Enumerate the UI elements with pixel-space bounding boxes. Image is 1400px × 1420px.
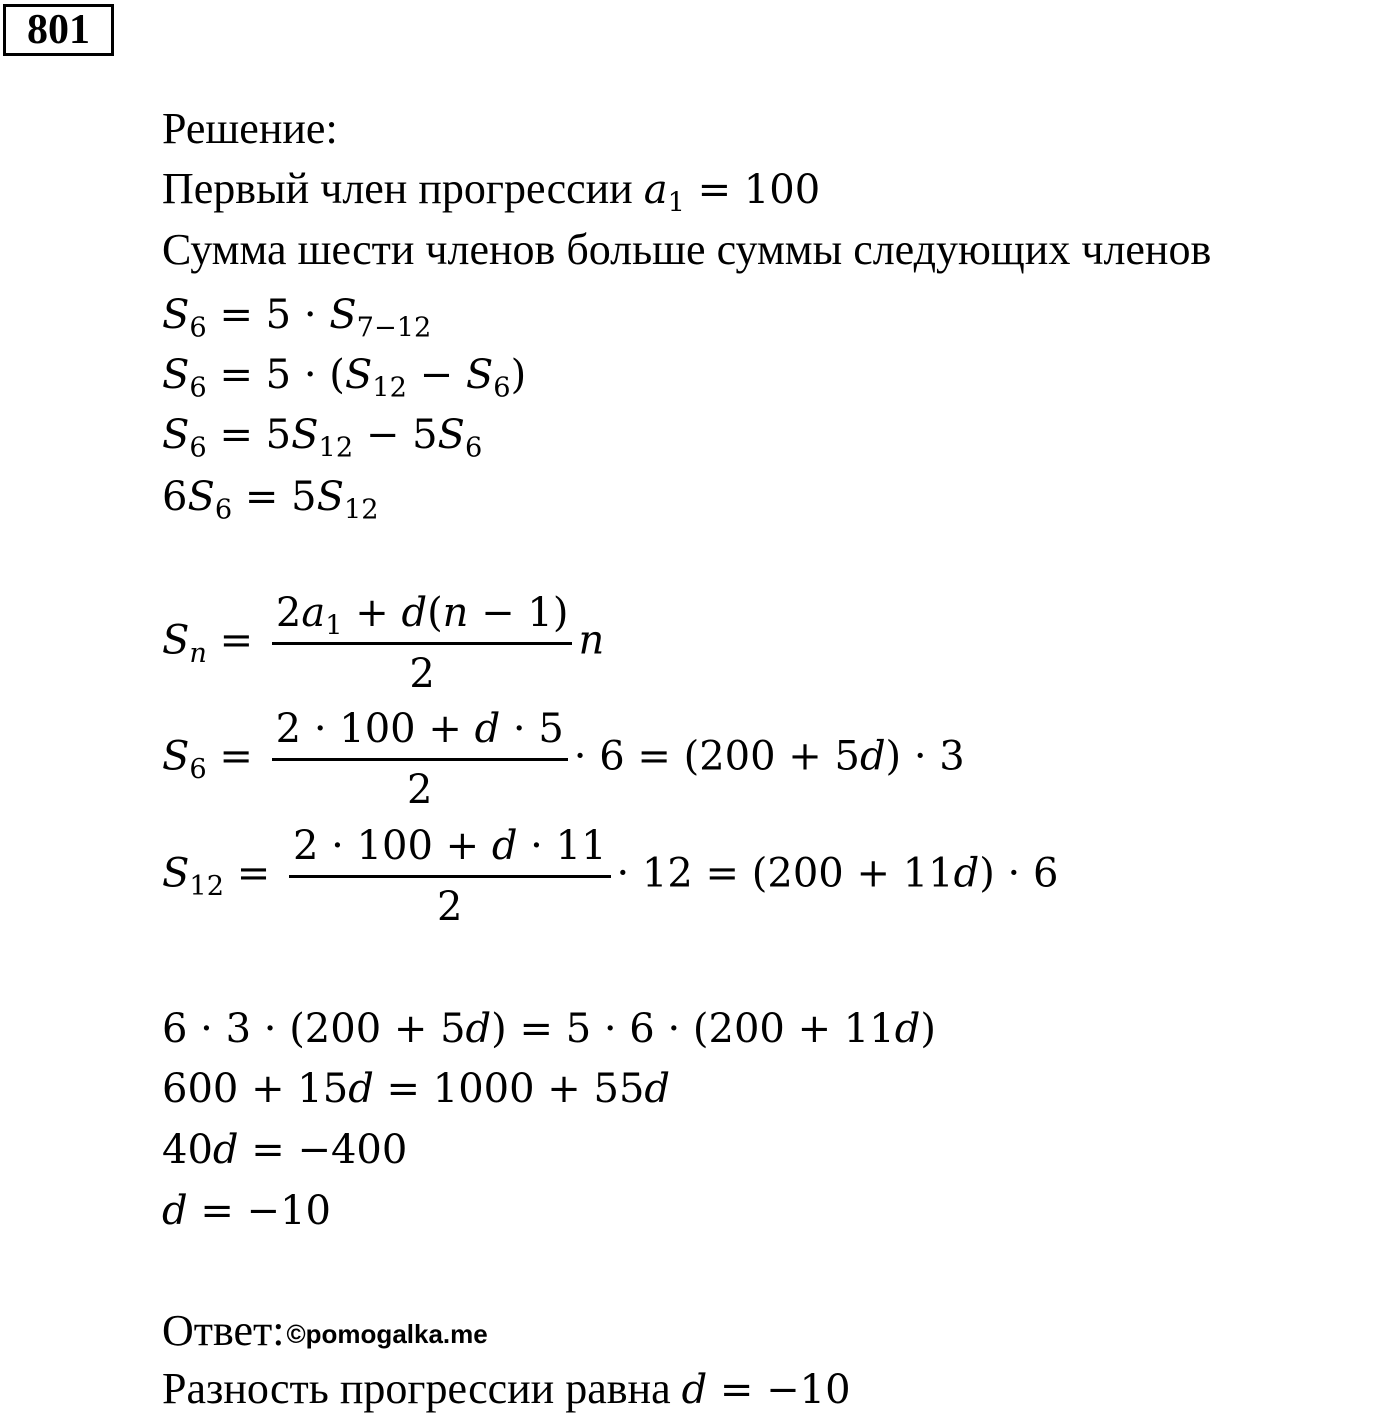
first-term-value: = 100 [697,167,821,213]
step-2: $S_6 = 5 \cdot (S_{12} - S_6)$ [162,352,527,404]
answer-line [162,1364,851,1415]
answer-label-line [162,1306,488,1359]
solve-line-3: 40d = −400 [162,1127,408,1173]
answer-label: Ответ: [162,1306,285,1355]
watermark: ©pomogalka.me [286,1319,488,1349]
problem-number: 801 [3,4,114,56]
solve-line-4: d = −10 [162,1188,331,1234]
solve-line-2: 600 + 15d = 1000 + 55d [162,1066,671,1112]
sum-formula: $S_n$ = $\frac{2a_1 + d(n - 1)}{2}$ n [162,590,605,697]
solution-label: Решение: [162,104,338,153]
s12-fraction: $\frac{2 \cdot 100 + d \cdot 11}{2}$ [289,821,611,932]
first-term-formula: $a_1 = 100$ [643,167,821,219]
first-term-line [162,164,821,219]
answer-text: Разность прогрессии равна [162,1364,671,1413]
step-4: $6S_6 = 5S_{12}$ [162,474,379,526]
answer-value: d = −10 [681,1367,851,1413]
solve-line-1: 6 · 3 · (200 + 5d) = 5 · 6 · (200 + 11d) [162,1006,936,1052]
s6-fraction: $\frac{2 \cdot 100 + d \cdot 5}{2}$ [272,704,568,815]
step-1: $S_6 = 5 \cdot S_{7-12}$ [162,292,432,344]
first-term-text: Первый член прогрессии [162,164,633,213]
s12-calculation: $S_{12}$ = $\frac{2 \cdot 100 + d \cdot 11}{2}$ · 12 = (200 + 11d) · 6 [162,823,1059,930]
s6-calculation: $S_6$ = $\frac{2 \cdot 100 + d \cdot 5}{2}$ · 6 = (200 + 5d) · 3 [162,706,965,813]
sum-formula-fraction: $\frac{2a_1 + d(n - 1)}{2}$ [272,588,573,699]
step-3: $S_6 = 5S_{12} - 5S_6$ [162,412,483,464]
condition-line: Сумма шести членов больше суммы следующих членов [162,225,1212,274]
